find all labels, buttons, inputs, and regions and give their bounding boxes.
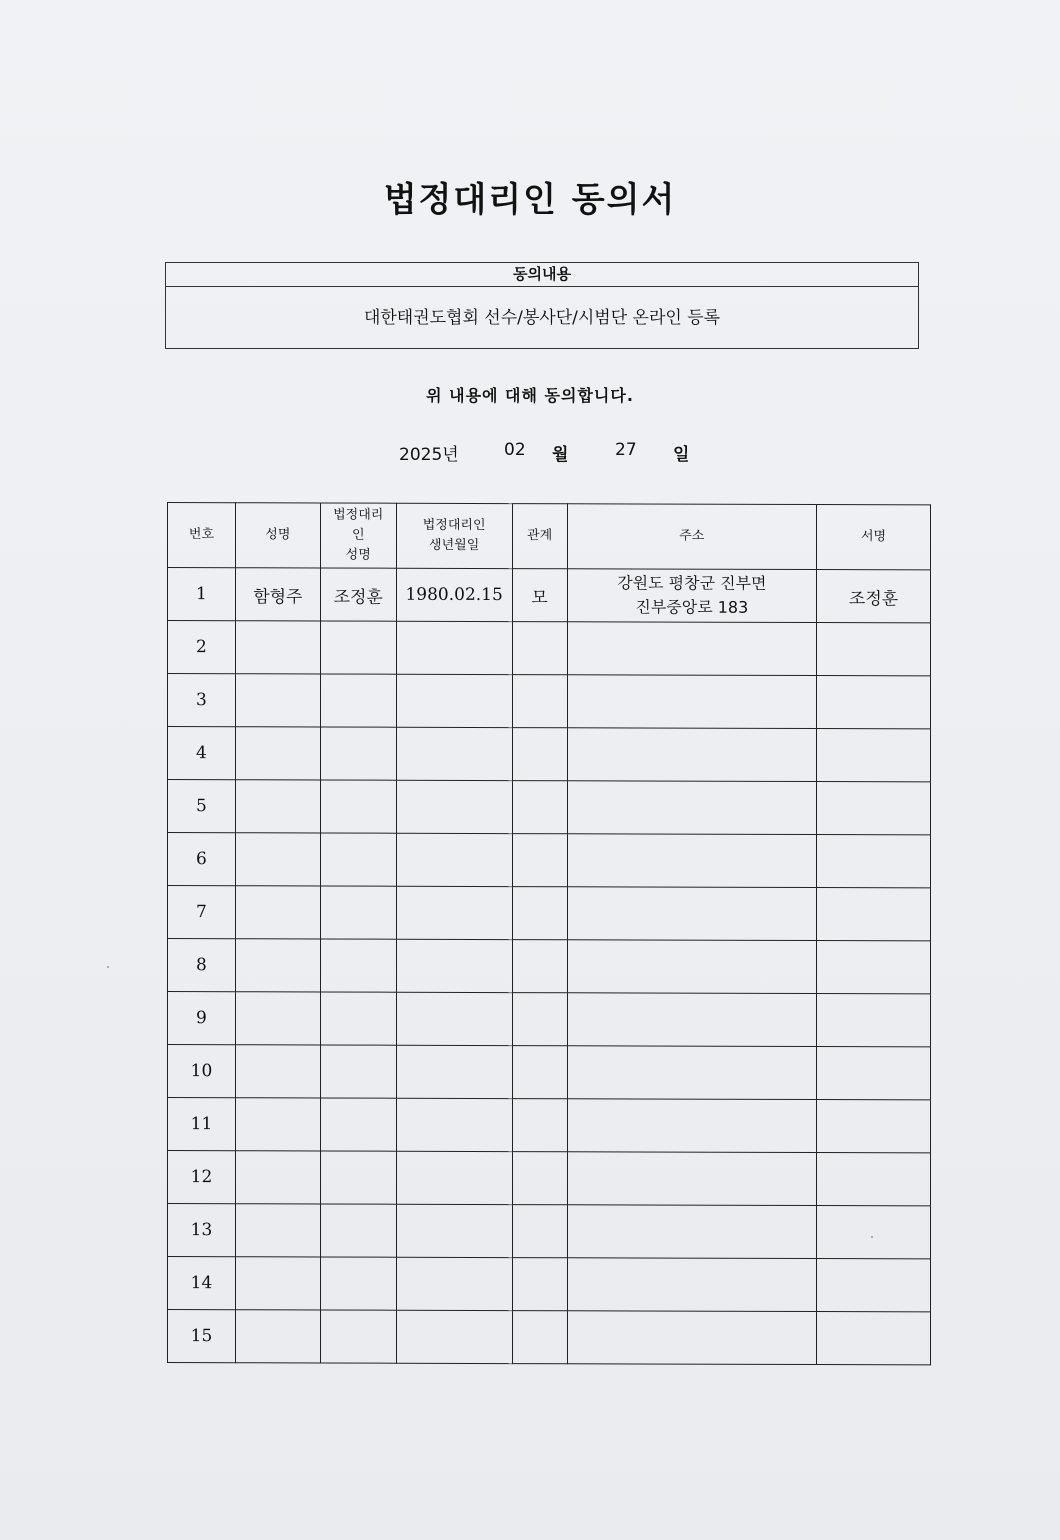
address-line1 <box>568 860 817 861</box>
cell-name <box>235 939 320 992</box>
cell-guardian-name <box>320 1098 396 1151</box>
address-line2 <box>568 754 817 755</box>
address-line1 <box>568 1178 817 1179</box>
cell-no: 8 <box>168 939 236 992</box>
cell-guardian-name <box>320 1151 396 1204</box>
address-line1 <box>568 1019 817 1020</box>
address-line1 <box>568 1072 817 1073</box>
cell-no: 6 <box>168 833 236 886</box>
cell-signature <box>817 1312 931 1365</box>
cell-guardian-birth <box>396 1151 512 1204</box>
cell-guardian-birth <box>396 1310 512 1363</box>
consent-content: 대한태권도협회 선수/봉사단/시범단 온라인 등록 <box>363 308 721 328</box>
cell-address <box>567 1258 817 1312</box>
agreement-statement: 위 내용에 대해 동의합니다. <box>426 386 634 405</box>
header-no: 번호 <box>168 503 236 568</box>
cell-name <box>235 1045 320 1098</box>
header-address: 주소 <box>567 504 817 570</box>
cell-signature <box>817 1206 931 1259</box>
cell-guardian-birth <box>396 939 512 992</box>
cell-no: 3 <box>168 674 236 727</box>
cell-relation <box>512 675 567 728</box>
date-day-label: 일 <box>673 445 690 465</box>
address-line2 <box>568 1231 817 1232</box>
header-guardian-birth-line1: 법정대리인 <box>422 517 486 534</box>
cell-guardian-birth: 1980.02.15 <box>396 568 512 621</box>
cell-signature <box>817 623 931 676</box>
cell-relation <box>512 887 567 940</box>
header-guardian-birth-line2: 생년월일 <box>429 537 480 553</box>
cell-name <box>235 780 320 833</box>
header-guardian-name-line2: 인 <box>351 527 365 543</box>
cell-signature <box>817 676 931 729</box>
cell-signature <box>817 888 931 941</box>
cell-relation <box>512 1205 567 1258</box>
cell-signature <box>817 729 931 782</box>
cell-address <box>567 940 817 994</box>
table-row <box>168 727 931 782</box>
cell-no: 4 <box>168 727 236 780</box>
cell-relation <box>512 728 567 781</box>
cell-relation <box>512 1099 567 1152</box>
cell-no: 7 <box>168 886 236 939</box>
cell-no: 12 <box>168 1151 236 1204</box>
table-row <box>168 939 931 994</box>
table-row <box>168 886 931 941</box>
cell-signature <box>817 1047 931 1100</box>
cell-guardian-name <box>320 1045 396 1098</box>
table-body <box>168 568 931 1365</box>
cell-guardian-name <box>320 1204 396 1257</box>
cell-name <box>235 1151 320 1204</box>
cell-guardian-name: 조정훈 <box>320 568 396 621</box>
cell-address <box>567 834 817 888</box>
cell-guardian-birth <box>396 833 512 886</box>
address-line1 <box>568 1284 817 1285</box>
table-header-row <box>168 503 931 570</box>
address-line1 <box>568 754 817 755</box>
header-signature: 서명 <box>817 505 931 570</box>
cell-guardian-name <box>320 727 396 780</box>
cell-no: 2 <box>168 621 236 674</box>
cell-guardian-birth <box>396 886 512 939</box>
cell-signature <box>817 1259 931 1312</box>
cell-relation <box>512 940 567 993</box>
table-row <box>168 992 931 1047</box>
cell-signature <box>817 782 931 835</box>
cell-guardian-name <box>320 833 396 886</box>
cell-address <box>567 622 817 676</box>
table-row <box>168 1098 931 1153</box>
address-line2 <box>568 648 817 649</box>
address-line2 <box>568 966 817 967</box>
address-line2 <box>568 1072 817 1073</box>
cell-guardian-birth <box>396 1257 512 1310</box>
date-month: 02 <box>504 440 526 460</box>
cell-name <box>235 674 320 727</box>
cell-guardian-name <box>320 1310 396 1363</box>
table-row <box>168 568 931 623</box>
address-line2 <box>568 1125 817 1126</box>
cell-guardian-name <box>320 939 396 992</box>
consent-box <box>165 262 919 349</box>
cell-guardian-birth <box>396 674 512 727</box>
address-line1 <box>568 807 817 808</box>
cell-relation <box>512 834 567 887</box>
cell-address <box>567 569 817 623</box>
header-guardian-birth <box>396 503 512 568</box>
cell-guardian-birth <box>396 780 512 833</box>
address-line2 <box>568 701 817 702</box>
address-line2 <box>568 1019 817 1020</box>
header-name: 성명 <box>235 503 320 568</box>
cell-guardian-birth <box>396 992 512 1045</box>
address-line2 <box>568 807 817 808</box>
header-guardian-name-line3: 성명 <box>345 547 371 563</box>
cell-name <box>235 1204 320 1257</box>
cell-no: 15 <box>168 1310 236 1363</box>
address-line2 <box>568 1284 817 1285</box>
cell-guardian-name <box>320 674 396 727</box>
cell-no: 14 <box>168 1257 236 1310</box>
cell-guardian-name <box>320 886 396 939</box>
table-row <box>168 1204 931 1259</box>
cell-guardian-birth <box>396 621 512 674</box>
cell-guardian-birth <box>396 727 512 780</box>
cell-guardian-birth <box>396 1204 512 1257</box>
date-day: 27 <box>615 440 637 460</box>
cell-relation <box>512 622 567 675</box>
header-guardian-name <box>320 503 396 568</box>
cell-address <box>567 1046 817 1100</box>
header-guardian-name-line1: 법정대리 <box>333 507 384 523</box>
cell-name <box>235 1098 320 1151</box>
address-line2 <box>568 1337 817 1338</box>
cell-name <box>235 1257 320 1310</box>
date-year: 2025년 <box>399 445 459 465</box>
cell-relation <box>512 1258 567 1311</box>
address-line1 <box>568 913 817 914</box>
cell-name <box>235 1310 320 1363</box>
address-line1 <box>568 1337 817 1338</box>
table-row <box>168 1310 931 1365</box>
address-line2 <box>568 860 817 861</box>
cell-no: 5 <box>168 780 236 833</box>
cell-signature <box>817 835 931 888</box>
table-row <box>168 780 931 835</box>
paper-speck <box>871 1236 873 1238</box>
consent-header: 동의내용 <box>166 263 918 287</box>
address-line2: 진부중앙로 183 <box>635 597 749 617</box>
cell-address <box>567 781 817 835</box>
cell-address <box>567 1152 817 1206</box>
cell-guardian-name <box>320 780 396 833</box>
cell-no: 10 <box>168 1045 236 1098</box>
cell-relation <box>512 1152 567 1205</box>
address-line1 <box>568 648 817 649</box>
cell-name <box>235 727 320 780</box>
cell-relation <box>512 1311 567 1364</box>
table-row <box>168 1151 931 1206</box>
cell-guardian-name <box>320 1257 396 1310</box>
cell-guardian-birth <box>396 1045 512 1098</box>
cell-relation <box>512 781 567 834</box>
table-row <box>168 621 931 676</box>
cell-guardian-name <box>320 992 396 1045</box>
address-line1 <box>568 701 817 702</box>
cell-address <box>567 993 817 1047</box>
address-line1: 강원도 평창군 진부면 <box>617 573 767 593</box>
cell-no: 11 <box>168 1098 236 1151</box>
cell-address <box>567 675 817 729</box>
address-line2 <box>568 913 817 914</box>
date-month-label: 월 <box>552 445 569 465</box>
cell-name <box>235 992 320 1045</box>
cell-no: 13 <box>168 1204 236 1257</box>
cell-relation <box>512 1046 567 1099</box>
cell-name <box>235 833 320 886</box>
cell-signature: 조정훈 <box>817 570 931 623</box>
cell-signature <box>817 1100 931 1153</box>
cell-address <box>567 1099 817 1153</box>
address-line2 <box>568 1178 817 1179</box>
cell-guardian-name <box>320 621 396 674</box>
cell-address <box>567 1311 817 1365</box>
paper-speck <box>107 966 109 968</box>
cell-name <box>235 886 320 939</box>
cell-relation <box>512 993 567 1046</box>
cell-no: 9 <box>168 992 236 1045</box>
header-relation: 관계 <box>512 504 567 569</box>
cell-relation: 모 <box>512 569 567 622</box>
cell-name <box>235 621 320 674</box>
cell-no: 1 <box>168 568 236 621</box>
cell-signature <box>817 941 931 994</box>
document-title: 법정대리인 동의서 <box>383 180 677 220</box>
address-line1 <box>568 1125 817 1126</box>
address-line1 <box>568 1231 817 1232</box>
address-line1 <box>568 966 817 967</box>
table-row <box>168 833 931 888</box>
guardian-consent-table <box>167 502 931 1365</box>
table-row <box>168 1257 931 1312</box>
cell-signature <box>817 994 931 1047</box>
cell-guardian-birth <box>396 1098 512 1151</box>
cell-address <box>567 1205 817 1259</box>
cell-signature <box>817 1153 931 1206</box>
cell-address <box>567 728 817 782</box>
table-row <box>168 1045 931 1100</box>
table-row <box>168 674 931 729</box>
cell-address <box>567 887 817 941</box>
cell-name: 함형주 <box>235 568 320 621</box>
